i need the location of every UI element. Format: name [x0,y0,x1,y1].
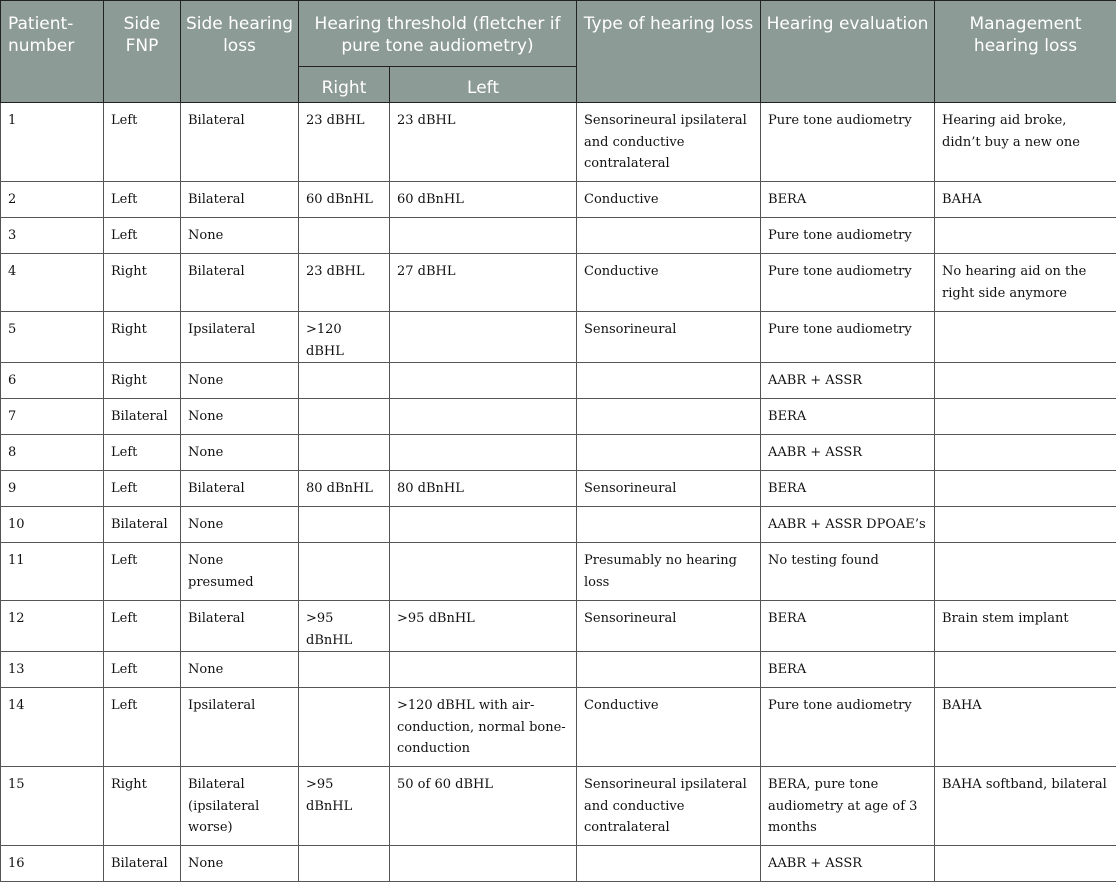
cell-side-hearing-loss: Bilateral [181,254,299,312]
cell-patient-number: 7 [1,399,104,435]
cell-patient-number: 1 [1,103,104,182]
header-hearing-threshold: Hearing threshold (fletcher if pure tone audiometry) [299,1,577,67]
table-row [1,435,1116,471]
table-row [1,767,1116,846]
cell-hearing-evaluation: BERA [761,399,935,435]
cell-type-of-hearing-loss [577,435,761,471]
cell-threshold-right: >120 dBHL [299,312,390,363]
header-left: Left [390,67,577,103]
table-row [1,601,1116,652]
cell-type-of-hearing-loss: Sensorineural [577,601,761,652]
cell-patient-number: 13 [1,652,104,688]
cell-type-of-hearing-loss [577,507,761,543]
cell-management [935,435,1116,471]
table-body [1,103,1116,882]
cell-patient-number: 5 [1,312,104,363]
cell-type-of-hearing-loss: Presumably no hearing loss [577,543,761,601]
cell-threshold-right [299,688,390,767]
cell-side-hearing-loss: None [181,507,299,543]
table-row [1,312,1116,363]
cell-threshold-right [299,652,390,688]
cell-threshold-right [299,543,390,601]
header-type-of-hearing-loss: Type of hearing loss [577,1,761,103]
cell-type-of-hearing-loss: Conductive [577,688,761,767]
cell-threshold-right [299,218,390,254]
cell-management: Hearing aid broke, didn’t buy a new one [935,103,1116,182]
cell-management: BAHA softband, bilateral [935,767,1116,846]
cell-side-fnp: Right [104,767,181,846]
cell-side-fnp: Left [104,688,181,767]
cell-patient-number: 16 [1,846,104,882]
cell-side-hearing-loss: Ipsilateral [181,688,299,767]
table-header [1,1,1116,103]
cell-threshold-right [299,846,390,882]
cell-threshold-right [299,363,390,399]
cell-threshold-left [390,652,577,688]
cell-threshold-right: 60 dBnHL [299,182,390,218]
cell-patient-number: 9 [1,471,104,507]
cell-patient-number: 10 [1,507,104,543]
cell-threshold-left: 80 dBnHL [390,471,577,507]
cell-hearing-evaluation: Pure tone audiometry [761,688,935,767]
cell-hearing-evaluation: Pure tone audiometry [761,218,935,254]
cell-patient-number: 3 [1,218,104,254]
cell-side-hearing-loss: Bilateral [181,471,299,507]
cell-management [935,471,1116,507]
cell-management: Brain stem implant [935,601,1116,652]
cell-threshold-right: >95 dBnHL [299,601,390,652]
table-row [1,507,1116,543]
cell-hearing-evaluation: Pure tone audiometry [761,103,935,182]
cell-type-of-hearing-loss: Sensorineural [577,471,761,507]
cell-threshold-right: 23 dBHL [299,103,390,182]
cell-type-of-hearing-loss: Sensorineural ipsilateral and conductive contralateral [577,103,761,182]
cell-threshold-right: 80 dBnHL [299,471,390,507]
cell-patient-number: 4 [1,254,104,312]
cell-type-of-hearing-loss: Conductive [577,254,761,312]
cell-side-hearing-loss: None [181,652,299,688]
cell-hearing-evaluation: BERA [761,471,935,507]
cell-threshold-right [299,399,390,435]
cell-threshold-right: >95 dBnHL [299,767,390,846]
cell-threshold-left: 27 dBHL [390,254,577,312]
cell-threshold-left [390,435,577,471]
cell-side-fnp: Left [104,182,181,218]
header-patient-number: Patient-number [1,1,104,103]
cell-threshold-left [390,846,577,882]
cell-side-hearing-loss: Bilateral [181,601,299,652]
table-row [1,543,1116,601]
cell-side-hearing-loss: None [181,363,299,399]
cell-hearing-evaluation: BERA [761,182,935,218]
cell-management [935,507,1116,543]
cell-side-fnp: Left [104,652,181,688]
cell-hearing-evaluation: AABR + ASSR [761,363,935,399]
cell-hearing-evaluation: No testing found [761,543,935,601]
cell-side-fnp: Right [104,254,181,312]
cell-side-fnp: Bilateral [104,846,181,882]
cell-type-of-hearing-loss [577,218,761,254]
table-row [1,846,1116,882]
cell-side-fnp: Left [104,471,181,507]
cell-threshold-left: 23 dBHL [390,103,577,182]
cell-management [935,846,1116,882]
cell-side-hearing-loss: None [181,846,299,882]
cell-management: BAHA [935,688,1116,767]
cell-side-hearing-loss: None [181,435,299,471]
cell-hearing-evaluation: Pure tone audiometry [761,312,935,363]
cell-side-hearing-loss: Bilateral (ipsilateral worse) [181,767,299,846]
cell-type-of-hearing-loss: Sensorineural [577,312,761,363]
header-hearing-evaluation: Hearing evaluation [761,1,935,103]
cell-management [935,652,1116,688]
cell-hearing-evaluation: BERA, pure tone audiometry at age of 3 months [761,767,935,846]
cell-management: No hearing aid on the right side anymore [935,254,1116,312]
table-row [1,363,1116,399]
cell-threshold-left: >95 dBnHL [390,601,577,652]
header-management-hearing-loss: Management hearing loss [935,1,1116,103]
cell-patient-number: 2 [1,182,104,218]
header-right: Right [299,67,390,103]
cell-patient-number: 14 [1,688,104,767]
cell-threshold-right: 23 dBHL [299,254,390,312]
cell-threshold-left [390,312,577,363]
cell-hearing-evaluation: BERA [761,601,935,652]
cell-side-hearing-loss: Bilateral [181,182,299,218]
cell-management [935,399,1116,435]
table-row [1,218,1116,254]
cell-side-fnp: Left [104,103,181,182]
cell-type-of-hearing-loss [577,363,761,399]
table-row [1,688,1116,767]
cell-side-fnp: Bilateral [104,507,181,543]
cell-hearing-evaluation: Pure tone audiometry [761,254,935,312]
cell-type-of-hearing-loss [577,399,761,435]
cell-side-fnp: Left [104,543,181,601]
cell-hearing-evaluation: AABR + ASSR DPOAE’s [761,507,935,543]
cell-side-hearing-loss: None presumed [181,543,299,601]
cell-type-of-hearing-loss: Conductive [577,182,761,218]
cell-hearing-evaluation: AABR + ASSR [761,435,935,471]
cell-side-fnp: Bilateral [104,399,181,435]
cell-patient-number: 15 [1,767,104,846]
cell-threshold-left [390,399,577,435]
cell-threshold-left [390,543,577,601]
cell-side-hearing-loss: None [181,399,299,435]
cell-threshold-left: 50 of 60 dBHL [390,767,577,846]
cell-patient-number: 12 [1,601,104,652]
cell-management [935,312,1116,363]
cell-hearing-evaluation: BERA [761,652,935,688]
cell-threshold-right [299,435,390,471]
cell-management [935,218,1116,254]
cell-threshold-left [390,218,577,254]
cell-threshold-right [299,507,390,543]
cell-type-of-hearing-loss: Sensorineural ipsilateral and conductive contralateral [577,767,761,846]
cell-threshold-left [390,363,577,399]
cell-threshold-left [390,507,577,543]
cell-type-of-hearing-loss [577,652,761,688]
cell-side-fnp: Right [104,312,181,363]
cell-side-fnp: Left [104,218,181,254]
cell-patient-number: 8 [1,435,104,471]
cell-patient-number: 6 [1,363,104,399]
cell-patient-number: 11 [1,543,104,601]
table-row [1,182,1116,218]
cell-management: BAHA [935,182,1116,218]
table-row [1,652,1116,688]
header-row [1,1,1116,67]
cell-management [935,543,1116,601]
cell-hearing-evaluation: AABR + ASSR [761,846,935,882]
cell-side-fnp: Left [104,601,181,652]
header-side-fnp: Side FNP [104,1,181,103]
cell-side-hearing-loss: None [181,218,299,254]
cell-management [935,363,1116,399]
cell-side-fnp: Left [104,435,181,471]
cell-side-hearing-loss: Bilateral [181,103,299,182]
table-row [1,399,1116,435]
cell-side-fnp: Right [104,363,181,399]
cell-type-of-hearing-loss [577,846,761,882]
header-side-hearing-loss: Side hearing loss [181,1,299,103]
cell-threshold-left: >120 dBHL with air-conduction, normal bone-conduction [390,688,577,767]
cell-side-hearing-loss: Ipsilateral [181,312,299,363]
table-row [1,471,1116,507]
table-row [1,254,1116,312]
table-row [1,103,1116,182]
cell-threshold-left: 60 dBnHL [390,182,577,218]
